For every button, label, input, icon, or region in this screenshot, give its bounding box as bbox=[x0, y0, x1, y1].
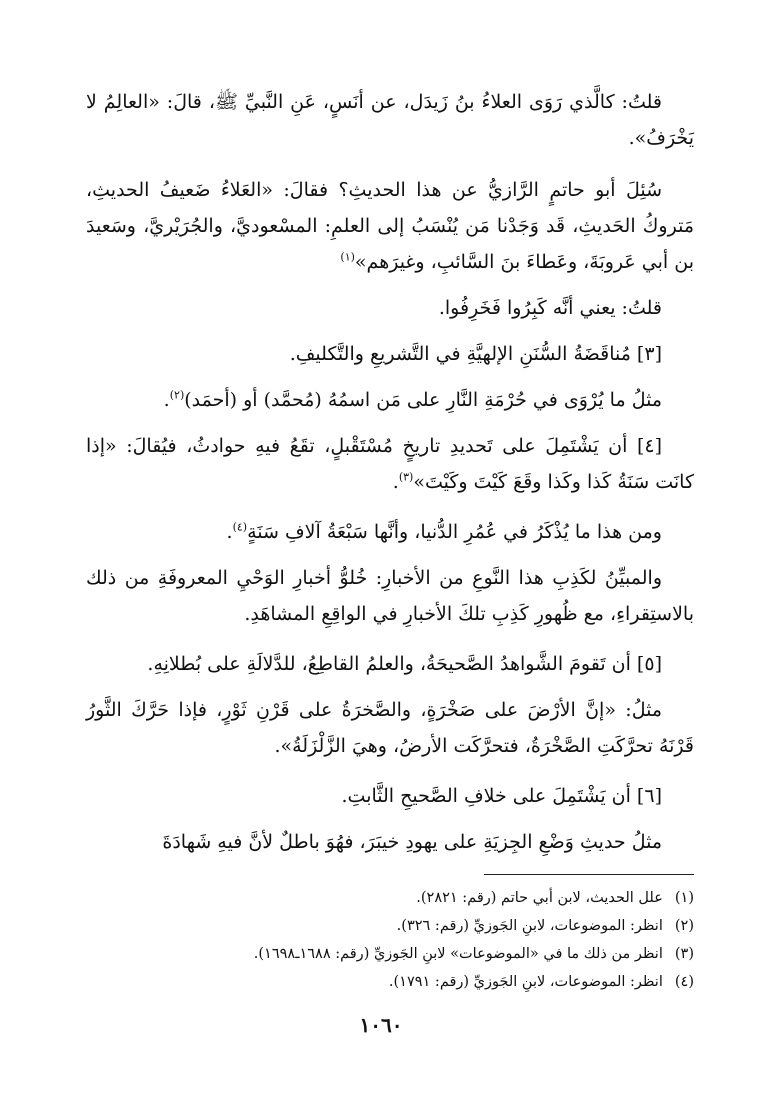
footnote-1: (١)علل الحديث، لابن أبي حاتم (رقم: ٢٨٢١). bbox=[416, 890, 694, 906]
footnote-ref-4: (٤) bbox=[232, 520, 248, 534]
section-heading-4: [٤] أن يَشْتَمِلَ على تَحديدِ تاريخٍ مُسْتَقْبلٍ، تقَعُ فيهِ حوادثُ، فيُقالَ: «إذا كانَت سَنَةُ كَذا وكَذا وقَعَ كَيْتَ وكَيْتَ»$^{(٣)}$. bbox=[86, 435, 694, 493]
footnote-divider bbox=[484, 874, 694, 875]
footnote-4: (٤)انظر: الموضوعات، لابنِ الجَوزيِّ (رقم: ١٧٩١). bbox=[388, 974, 694, 990]
footnote-ref-1: (١) bbox=[340, 250, 355, 264]
paragraph-2: سُئِلَ أبو حاتمٍ الرَّازيُّ عن هذا الحديثِ؟ فقالَ: «العَلاءُ ضَعيفُ الحديثِ، مَتروكُ الحَديثِ، قَد وَجَدْنا مَن يُنْسَبُ إلى العلمِ: المسْعوديَّ، والجُرَيْريَّ، وسَعيدَ بن أبي عَروبَةَ، وعَطاءَ بنَ السَّائبِ، وغيرَهم»$^{(١)}$ bbox=[86, 179, 694, 273]
page-number: ١٠٦٠ bbox=[359, 1013, 403, 1037]
section-heading-3: [٣] مُناقَضَةُ السُّنَنِ الإلهيَّةِ في التَّشريعِ والتَّكليفِ. bbox=[289, 343, 662, 365]
paragraph-5: مثلُ ما يُرْوَى في حُرْمَةِ النَّارِ على مَن اسمُهُ (مُحمَّد) أو (أحمَد)$^{(٢)}$. bbox=[163, 388, 662, 411]
section-heading-6: [٦] أن يَشْتَمِلَ على خلافِ الصَّحيحِ الثَّابتِ. bbox=[341, 785, 662, 807]
footnote-3: (٣)انظر من ذلك ما في «الموضوعات» لابنِ الجَوزيِّ (رقم: ١٦٨٨ـ١٦٩٨). bbox=[253, 946, 694, 962]
paragraph-10: مثلُ: «إنَّ الأرْضَ على صَخْرَةٍ، والصَّخرَةُ على قَرْنِ ثَوْرٍ، فإذا حَرَّكَ الثَّورُ قَرْنَهُ تحرَّكَتِ الصَّخْرَةُ، فتحرَّكَت الأرضُ، وهيَ الزَّلْزَلَةُ». bbox=[86, 699, 694, 757]
section-heading-5: [٥] أن تَقومَ الشَّواهدُ الصَّحيحَةُ، والعلمُ القاطِعُ، للدَّلالَةِ على بُطلانِهِ. bbox=[147, 653, 662, 675]
footnote-ref-2: (٢) bbox=[169, 388, 185, 402]
paragraph-12: مثلُ حديثِ وَضْعِ الجِزيَةِ على يهودِ خيبَرَ، فهُوَ باطلٌ لأنَّ فيهِ شَهادَةَ bbox=[162, 831, 662, 853]
footnote-2: (٢)انظر: الموضوعات، لابنِ الجَوزيِّ (رقم: ٣٢٦). bbox=[396, 918, 694, 934]
paragraph-1: قلتُ: كالَّذي رَوَى العلاءُ بنُ زَيدَل، عن أنَسٍ، عَنِ النَّبيِّ ﷺ، قالَ: «العالِمُ لا يَخْرَفُ». bbox=[86, 91, 694, 149]
paragraph-7: ومن هذا ما يُذْكَرُ في عُمُرِ الدُّنيا، وأنَّها سَبْعَةُ آلافِ سَنَةٍ$^{(٤)}$. bbox=[226, 520, 662, 543]
paragraph-8: والمبيِّنُ لكَذِبِ هذا النَّوعِ من الأخبارِ: خُلوُّ أخبارِ الوَحْيِ المعروفَةِ من ذلك بالاستِقراءِ، مع ظُهورِ كَذِبِ تلكَ الأخبارِ في الواقِعِ المشاهَدِ. bbox=[86, 567, 694, 625]
main-text bbox=[86, 84, 694, 874]
paragraph-3: قلتُ: يعني أنَّه كَبِرُوا فَخَرِفُوا. bbox=[438, 297, 662, 319]
footnotes bbox=[86, 884, 694, 996]
footnote-ref-3: (٣) bbox=[398, 470, 414, 484]
